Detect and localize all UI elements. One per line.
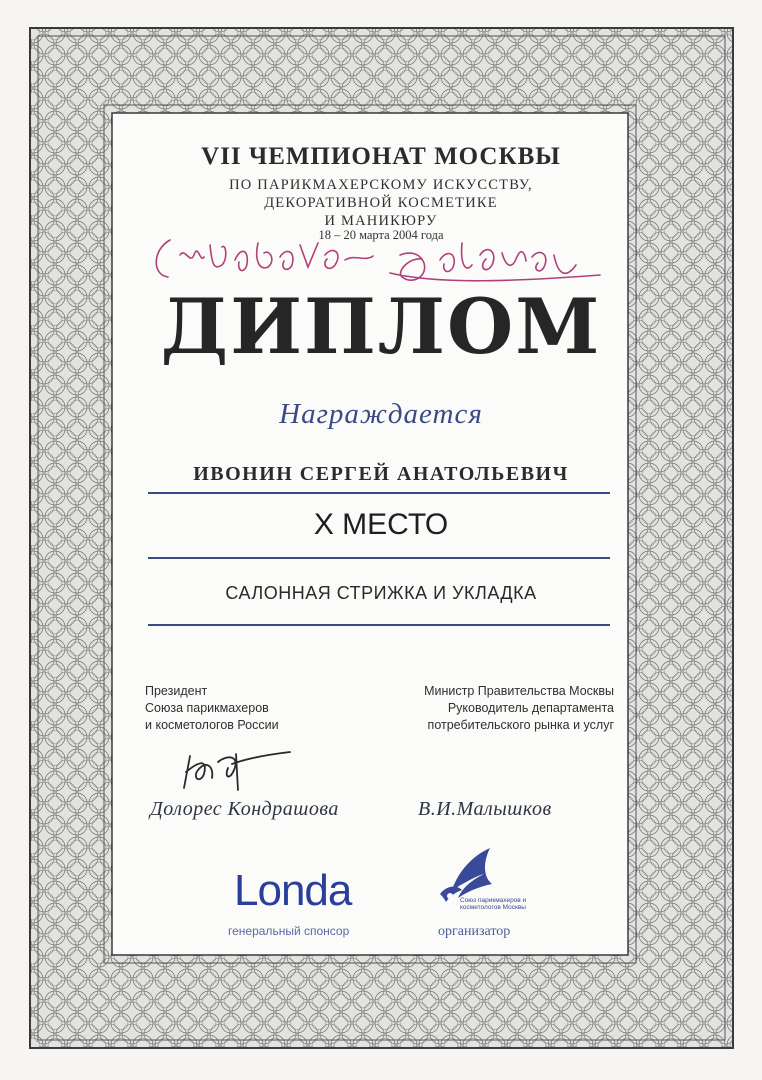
subtitle-line: ДЕКОРАТИВНОЙ КОСМЕТИКЕ (264, 195, 498, 211)
position-line: Руководитель департамента (447, 701, 614, 715)
left-signatory-position (145, 683, 279, 734)
championship-title: VII ЧЕМПИОНАТ МОСКВЫ (201, 143, 561, 170)
subtitle-line: ПО ПАРИКМАХЕРСКОМУ ИСКУССТВУ, (229, 177, 533, 193)
subtitle-line: И МАНИКЮРУ (324, 213, 438, 229)
diploma-heading: ДИПЛОМ (160, 282, 602, 371)
championship-dates: 18 – 20 марта 2004 года (318, 228, 444, 242)
place-result: X МЕСТО (313, 508, 449, 541)
position-line: Союза парикмахеров (145, 701, 269, 715)
left-signatory-name: Долорес Кондрашова (150, 798, 339, 820)
organizer-logo-text: Союз парикмахеров и косметологов Москвы (460, 897, 527, 911)
right-signatory-name: В.И.Малышков (418, 798, 552, 820)
position-line: Министр Правительства Москвы (424, 684, 614, 698)
handwritten-signature (178, 748, 298, 798)
place-underline (148, 557, 610, 559)
recipient-name: ИВОНИН СЕРГЕЙ АНАТОЛЬЕВИЧ (193, 463, 569, 485)
awarded-label: Награждается (279, 398, 483, 430)
londa-logo: Londa (234, 866, 352, 915)
name-underline (148, 492, 610, 494)
position-line: потребительского рынка и услуг (427, 718, 614, 732)
position-line: и косметологов России (145, 718, 279, 732)
right-signatory-position (386, 683, 614, 734)
competition-category: САЛОННАЯ СТРИЖКА И УКЛАДКА (225, 583, 537, 603)
category-underline (148, 624, 610, 626)
organizer-label: организатор (438, 924, 511, 939)
position-line: Президент (145, 684, 208, 698)
sponsor-label: генеральный спонсор (228, 924, 350, 938)
